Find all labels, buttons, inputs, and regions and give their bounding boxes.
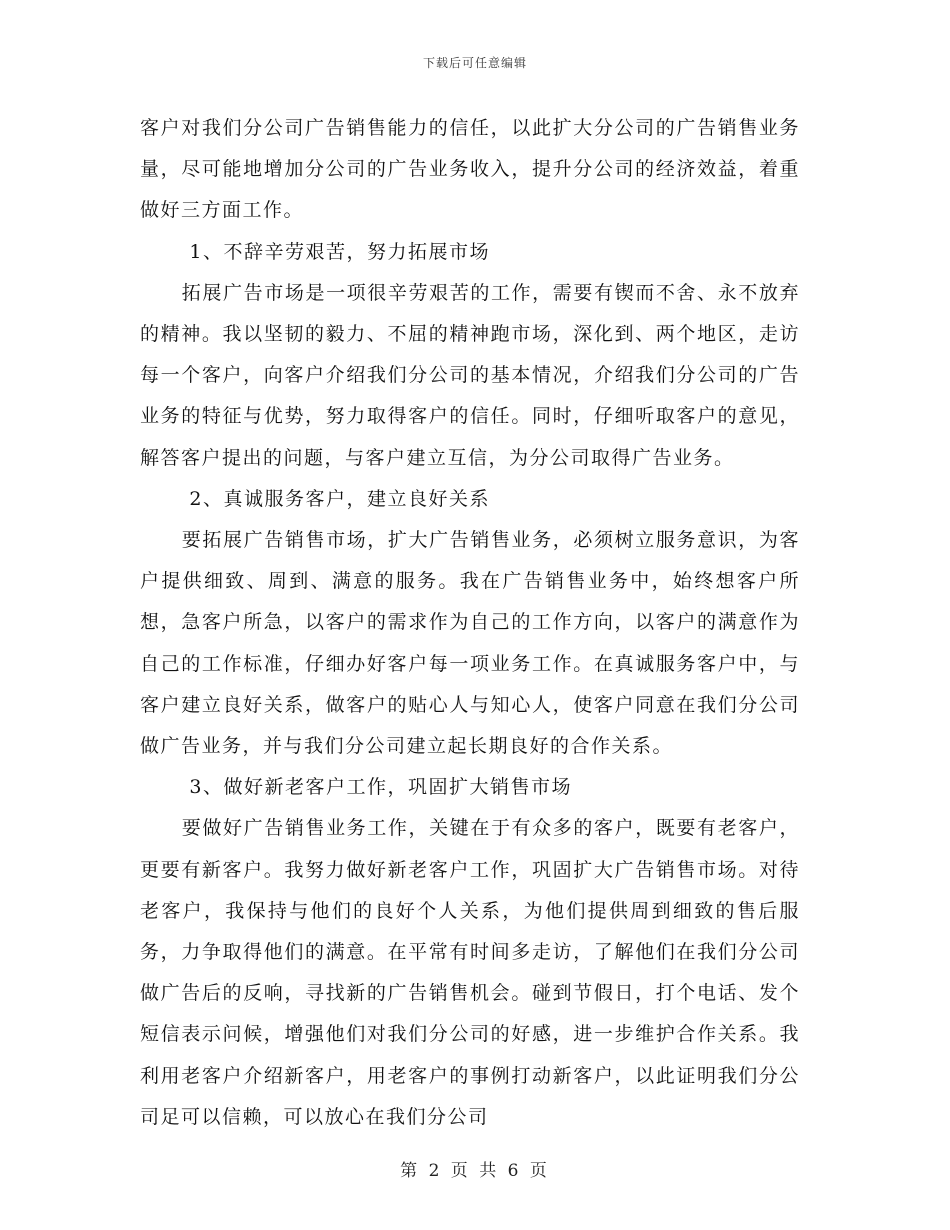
section-heading-3: 3、做好新老客户工作，巩固扩大销售市场 — [189, 776, 572, 799]
document-body — [140, 108, 800, 1138]
page-header: 下载后可任意编辑 — [422, 56, 527, 70]
paragraph-intro: 客户对我们分公司广告销售能力的信任，以此扩大分公司的广告销售业务量，尽可能地增加分公司的广告业务收入，提升分公司的经济效益，着重做好三方面工作。 — [140, 117, 800, 222]
section-heading-1: 1、不辞辛劳艰苦，努力拓展市场 — [189, 240, 490, 263]
page-number-footer: 第 2 页 共 6 页 — [400, 1161, 550, 1181]
paragraph-2: 要拓展广告销售市场，扩大广告销售业务，必须树立服务意识，为客户提供细致、周到、满意的服务。我在广告销售业务中，始终想客户所想，急客户所急，以客户的需求作为自己的工作方向，以客户的满意作为自己的工作标准，仔细办好客户每一项业务工作。在真诚服务客户中，与客户建立良好关系，做客户的贴心人与知心人，使客户同意在我们分公司做广告业务，并与我们分公司建立起长期良好的合作关系。 — [140, 529, 800, 758]
paragraph-1: 拓展广告市场是一项很辛劳艰苦的工作，需要有锲而不舍、永不放弃的精神。我以坚韧的毅力、不屈的精神跑市场，深化到、两个地区，走访每一个客户，向客户介绍我们分公司的基本情况，介绍我们分公司的广告业务的特征与优势，努力取得客户的信任。同时，仔细听取客户的意见，解答客户提出的问题，与客户建立互信，为分公司取得广告业务。 — [140, 281, 800, 469]
section-heading-2: 2、真诚服务客户，建立良好关系 — [189, 487, 490, 510]
paragraph-3: 要做好广告销售业务工作，关键在于有众多的客户，既要有老客户，更要有新客户。我努力做好新老客户工作，巩固扩大广告销售市场。对待老客户，我保持与他们的良好个人关系，为他们提供周到细致的售后服务，力争取得他们的满意。在平常有时间多走访，了解他们在我们分公司做广告后的反响，寻找新的广告销售机会。碰到节假日，打个电话、发个短信表示问候，增强他们对我们分公司的好感，进一步维护合作关系。我利用老客户介绍新客户，用老客户的事例打动新客户，以此证明我们分公司足可以信赖，可以放心在我们分公司 — [140, 817, 800, 1128]
